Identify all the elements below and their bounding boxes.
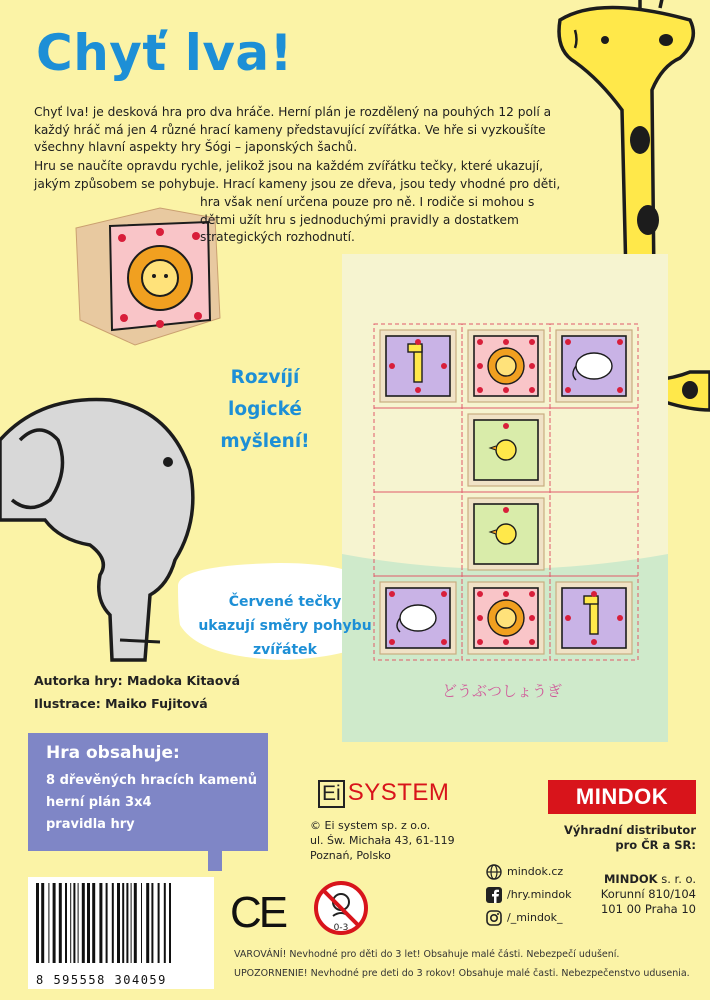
bubble-line: Červené tečky — [228, 594, 342, 610]
mindok-logo: MINDOK — [548, 780, 696, 814]
barcode-bar — [134, 883, 137, 963]
contents-item: herní plán 3x4 — [46, 795, 152, 810]
board-tile-elephant — [380, 582, 456, 654]
contents-item: 8 dřevěných hracích kamenů — [46, 773, 257, 788]
barcode-bar — [73, 883, 75, 963]
wooden-lion-piece — [76, 208, 220, 345]
board-tile-giraffe — [556, 582, 632, 654]
barcode-bar — [36, 883, 39, 963]
company-suffix: s. r. o. — [661, 872, 696, 886]
web-link[interactable]: mindok.cz — [507, 865, 564, 878]
barcode-bar — [131, 883, 132, 963]
eisystem-logo-system: SYSTEM — [347, 779, 450, 806]
instagram-icon — [486, 910, 502, 926]
barcode-bar — [82, 883, 85, 963]
intro-paragraph-1: Chyť lva! je desková hra pro dva hráče. Herní plán je rozdělený na pouhých 12 polí a každý hráč má jen 4 různé hrací kameny představující zvířátka. Ve hře si vyzkoušíte všechny hlavní aspekty hry Šógi – japonských šachů. — [34, 105, 552, 154]
board-grid — [374, 324, 638, 660]
barcode-number: 8 595558 304059 — [36, 973, 167, 987]
contents-heading: Hra obsahuje: — [46, 743, 180, 763]
slogan-line: Rozvíjí — [230, 367, 300, 388]
distributor-company — [560, 872, 696, 917]
signpost-pole — [208, 851, 222, 871]
elephant-illustration — [0, 400, 193, 661]
slogan — [200, 362, 330, 458]
board-tile-chick — [468, 498, 544, 570]
company-address-line: 101 00 Praha 10 — [600, 902, 696, 916]
eisystem-logo-ei: Ei — [318, 780, 345, 808]
contents-box — [28, 733, 268, 851]
instagram-link[interactable]: /_mindok_ — [507, 911, 563, 924]
publisher-address — [310, 818, 455, 863]
barcode-bar — [141, 883, 142, 963]
distributor-label — [520, 823, 696, 853]
bubble-text — [192, 590, 378, 662]
intro-paragraph-3: hra však není určena pouze pro ně. I rodiče si mohou s dětmi užít hru s jednoduchými pravidly a dostatkem strategických rozhodnutí. — [200, 195, 535, 244]
distributor-label-line: pro ČR a SR: — [615, 838, 696, 852]
board-tile-chick — [468, 414, 544, 486]
barcode-bar — [122, 883, 124, 963]
facebook-icon — [486, 887, 502, 903]
barcode-bar — [48, 883, 49, 963]
barcode-bar — [41, 883, 44, 963]
game-board — [342, 254, 668, 742]
slogan-line: logické — [228, 399, 302, 420]
barcode — [28, 877, 214, 989]
illustrator-credit: Ilustrace: Maiko Fujitová — [34, 696, 208, 711]
age-badge-text: 0-3 — [333, 923, 349, 933]
barcode-bar — [117, 883, 120, 963]
slogan-line: myšlení! — [220, 431, 310, 452]
publisher-line: Poznań, Polsko — [310, 849, 391, 862]
social-instagram[interactable] — [486, 910, 563, 926]
page-title: Chyť lva! — [36, 24, 293, 82]
ce-mark: CE — [230, 888, 286, 937]
globe-icon — [486, 864, 502, 880]
barcode-bars — [28, 881, 214, 971]
barcode-bar — [158, 883, 160, 963]
warning-sk: UPOZORNENIE! Nevhodné pre deti do 3 rokov! Obsahuje malé časti. Nebezpečenstvo udusenia. — [234, 968, 690, 979]
publisher-line: ul. Św. Michała 43, 61-119 — [310, 834, 455, 847]
bubble-line: ukazují směry pohybu — [198, 618, 372, 634]
barcode-bar — [78, 883, 79, 963]
board-tile-giraffe — [380, 330, 456, 402]
warning-cz: VAROVÁNÍ! Nevhodné pro děti do 3 let! Obsahuje malé části. Nebezpečí udušení. — [234, 949, 620, 960]
eisystem-logo — [318, 779, 449, 808]
author-credit: Autorka hry: Madoka Kitaová — [34, 673, 241, 688]
social-facebook[interactable] — [486, 887, 571, 903]
barcode-bar — [99, 883, 102, 963]
bubble-line: zvířátek — [253, 642, 317, 658]
board-logo: どうぶつしょうぎ — [441, 682, 563, 700]
barcode-bar — [126, 883, 128, 963]
board-tile-lion — [468, 582, 544, 654]
barcode-bar — [169, 883, 171, 963]
barcode-bar — [92, 883, 95, 963]
barcode-bar — [70, 883, 71, 963]
contents-item: pravidla hry — [46, 817, 135, 832]
facebook-link[interactable]: /hry.mindok — [507, 888, 572, 901]
board-tile-elephant — [556, 330, 632, 402]
company-address-line: Korunní 810/104 — [600, 887, 696, 901]
publisher-line: © Ei system sp. z o.o. — [310, 819, 431, 832]
barcode-bar — [65, 883, 67, 963]
intro-paragraph-2: Hru se naučíte opravdu rychle, jelikož jsou na každém zvířátku tečky, které ukazují, jakým způsobem se pohybuje. Hrací kameny jsou ze dřeva, jsou tedy vhodné pro děti, — [34, 159, 561, 191]
barcode-bar — [146, 883, 149, 963]
barcode-bar — [112, 883, 114, 963]
age-warning-icon — [313, 880, 369, 936]
barcode-bar — [164, 883, 166, 963]
barcode-bar — [151, 883, 153, 963]
barcode-bar — [87, 883, 90, 963]
barcode-bar — [106, 883, 108, 963]
barcode-bar — [53, 883, 56, 963]
distributor-label-line: Výhradní distributor — [564, 823, 696, 837]
company-name: MINDOK — [603, 872, 658, 886]
board-tile-lion — [468, 330, 544, 402]
barcode-bar — [59, 883, 62, 963]
social-web[interactable] — [486, 864, 563, 880]
